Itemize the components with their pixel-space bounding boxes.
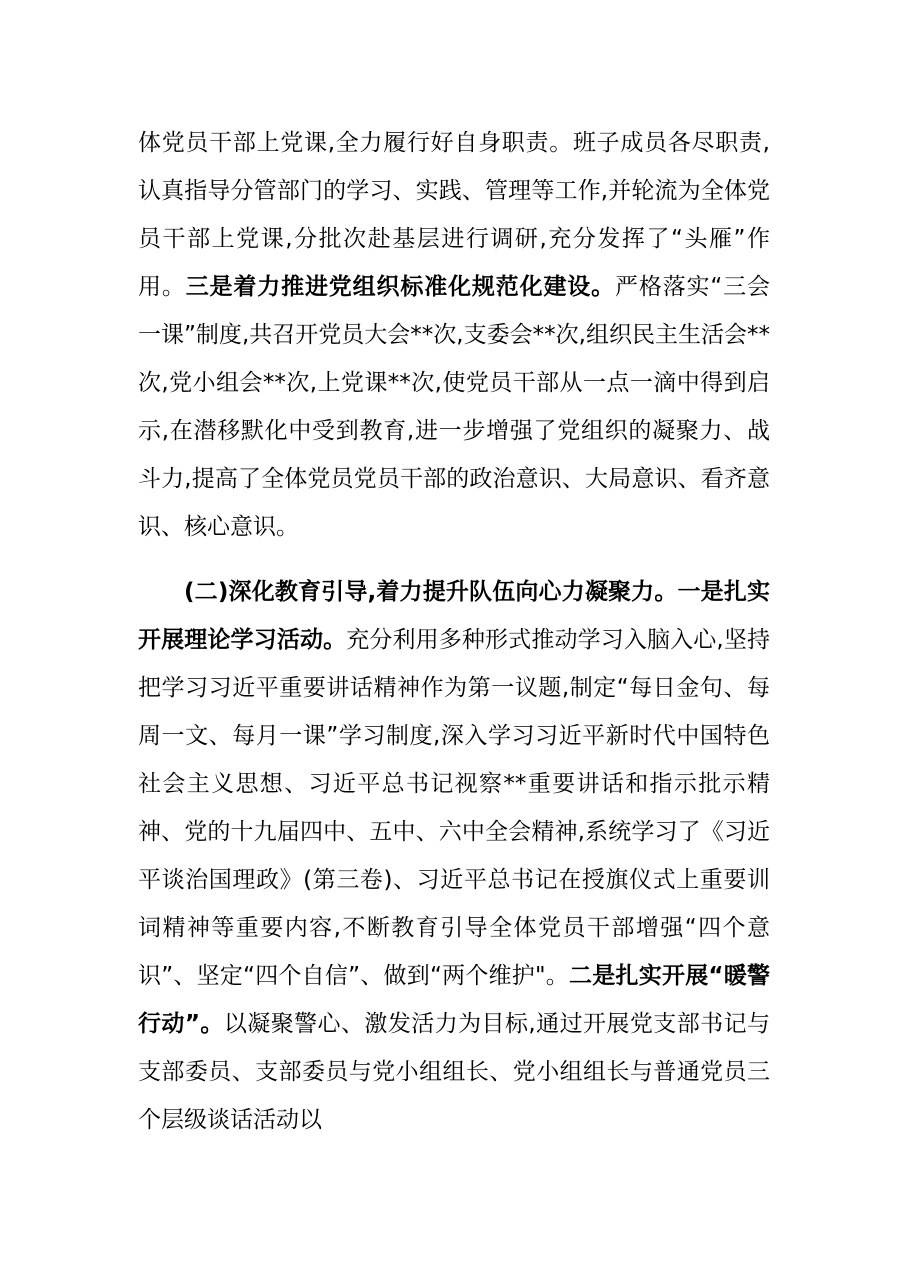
bold-heading-point-1: 一是扎实开展理论学习活动。 [138,579,771,653]
paragraph-text: 以凝聚警心、激发活力为目标,通过开展党支部书记与支部委员、支部委员与党小组组长、党小组组长与普通党员三个层级谈话活动以 [138,1011,771,1133]
bold-heading-point-3: 三是着力推进党组织标准化规范化建设。 [185,274,615,300]
paragraph-text: 充分利用多种形式推动学习入脑入心,坚持把学习习近平重要讲话精神作为第一议题,制定“每日金句、每周一文、每月一课”学习制度,深入学习习近平新时代中国特色社会主义思想、习近平总书记视察**重要讲话和指示批示精神、党的十九届四中、五中、六中全会精神,系统学习了《习近平谈治国理政》(第三卷)、习近平总书记在授旗仪式上重要训词精神等重要内容,不断教育引导全体党员干部增强“四个意识”、坚定“四个自信”、做到“两个维护"。 [138,627,771,989]
paragraph-leadership [138,119,770,551]
paragraph-text: 体党员干部上党课,全力履行好自身职责。班子成员各尽职责,认真指导分管部门的学习、实践、管理等工作,并轮流为全体党员干部上党课,分批次赴基层进行调研,充分发挥了“头雁”作用。 [138,130,770,300]
document-page [138,119,770,1144]
section-heading: (二)深化教育引导,着力提升队伍向心力凝聚力。 [184,579,678,605]
paragraph-text: 严格落实“三会一课”制度,共召开党员大会**次,支委会**次,组织民主生活会**次,党小组会**次,上党课**次,使党员干部从一点一滴中得到启示,在潜移默化中受到教育,进一步增强了党组织的凝聚力、战斗力,提高了全体党员党员干部的政治意识、大局意识、看齐意识、核心意识。 [138,274,771,540]
bold-heading-point-2: 二是扎实开展“暖警行动”。 [138,963,770,1037]
paragraph-education [138,568,770,1144]
